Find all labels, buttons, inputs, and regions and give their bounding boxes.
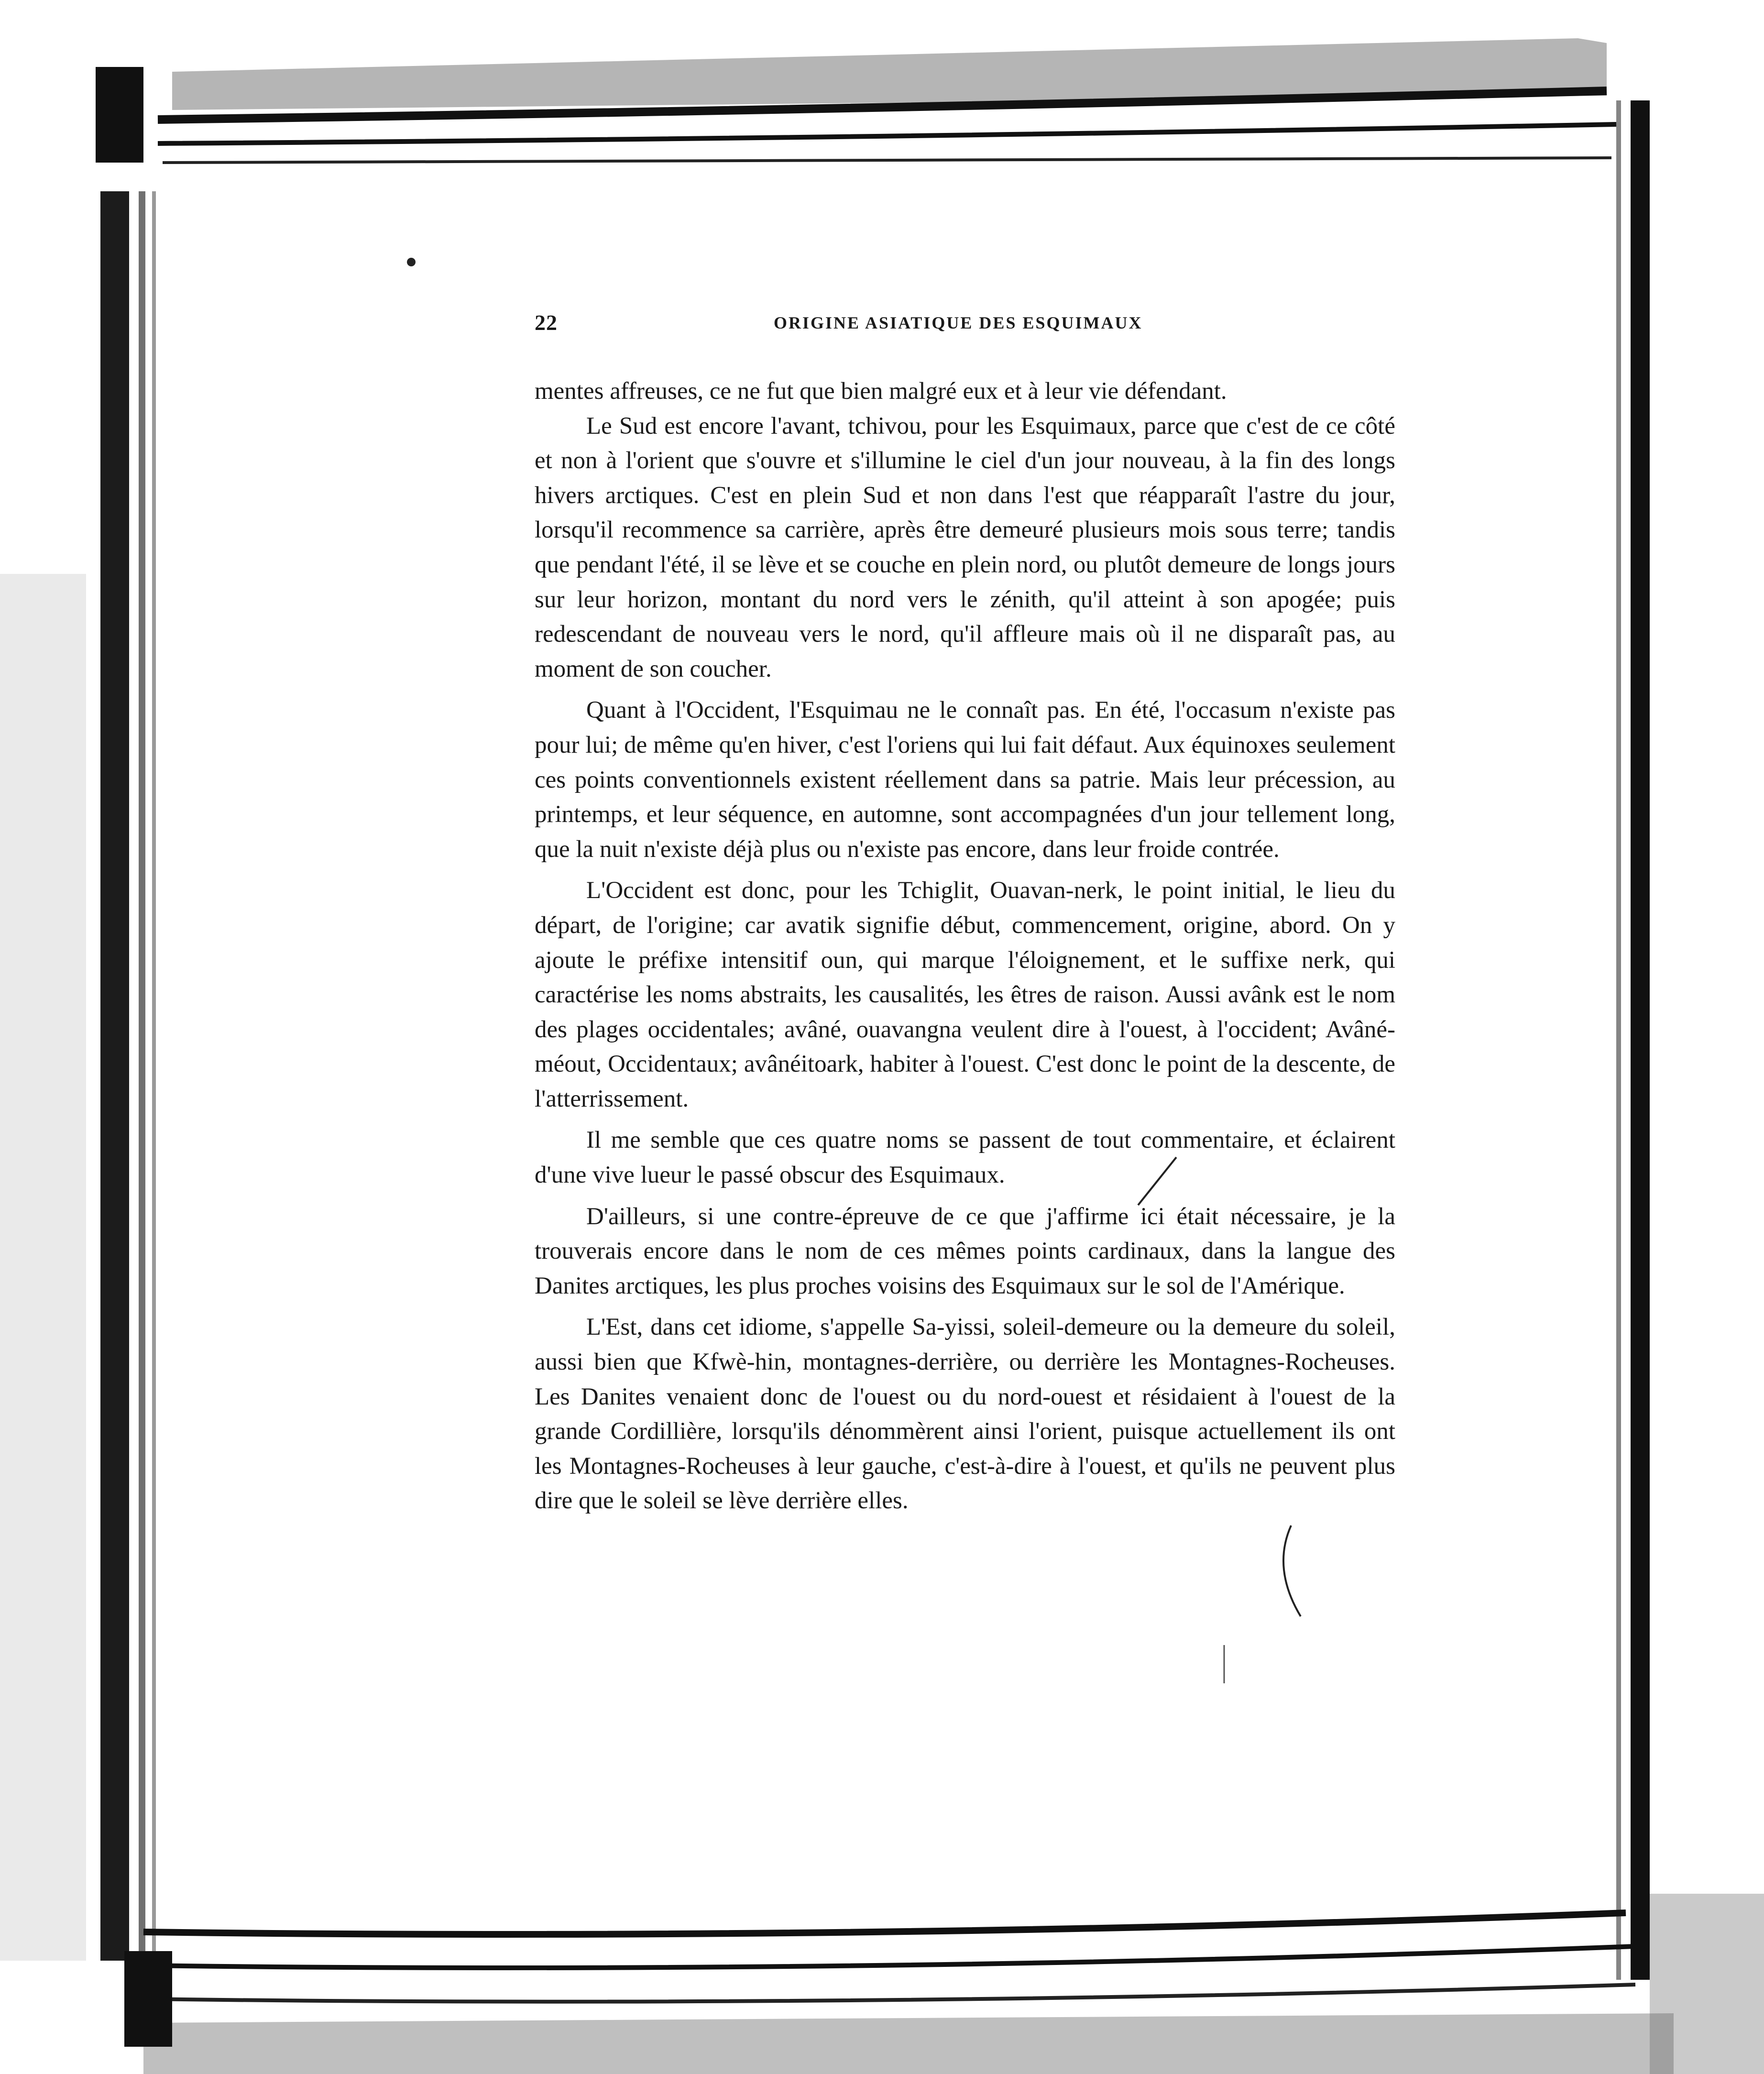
running-head	[535, 310, 1328, 343]
paragraph-2: Le Sud est encore l'avant, tchivou, pour les Esquimaux, parce que c'est de ce côté et non à l'orient que s'ouvre et s'illumine le ciel d'un jour nouveau, à la fin des longs hivers arctiques. C'est en plein Sud et non dans l'est que réapparaît l'astre du jour, lorsqu'il recommence sa carrière, après être demeuré plusieurs mois sous terre; tandis que pendant l'été, il se lève et se couche en plein nord, ou plutôt demeure de longs jours sur leur horizon, montant du nord vers le zénith, qu'il atteint à son apogée; puis redescendant de nouveau vers le nord, qu'il affleure mais où il ne disparaît pas, au moment de son coucher.	[535, 412, 1395, 682]
paragraph-3: Quant à l'Occident, l'Esquimau ne le connaît pas. En été, l'occasum n'existe pas pour lui; de même qu'en hiver, c'est l'oriens qui lui fait défaut. Aux équinoxes seulement ces points conventionnels existent réellement dans sa patrie. Mais leur précession, au printemps, et leur séquence, en automne, sont accompagnées d'un jour tellement long, que la nuit n'existe déjà plus ou n'existe pas encore, dans leur froide contrée.	[535, 697, 1395, 863]
page-number: 22	[535, 310, 558, 335]
running-title: ORIGINE ASIATIQUE DES ESQUIMAUX	[774, 313, 1143, 332]
paragraph-7: L'Est, dans cet idiome, s'appelle Sa-yissi, soleil-demeure ou la demeure du soleil, aussi bien que Kfwè-hin, montagnes-derrière, ou derrière les Montagnes-Rocheuses. Les Danites venaient donc de l'ouest ou du nord-ouest et résidaient à l'ouest de la grande Cordillière, lorsqu'ils dénommèrent ainsi l'orient, puisque actuellement ils ont les Montagnes-Rocheuses à leur gauche, c'est-à-dire à l'ouest, et qu'ils ne peuvent plus dire que le soleil se lève derrière elles.	[535, 1314, 1395, 1514]
body-text	[535, 374, 1395, 1518]
paragraph-1: mentes affreuses, ce ne fut que bien malgré eux et à leur vie défendant.	[535, 378, 1227, 405]
paragraph-4: L'Occident est donc, pour les Tchiglit, Ouavan-nerk, le point initial, le lieu du départ, de l'origine; car avatik signifie début, commencement, origine, abord. On y ajoute le préfixe intensitif oun, qui marque l'éloignement, et le suffixe nerk, qui caractérise les noms abstraits, les causalités, les êtres de raison. Aussi avânk est le nom des plages occidentales; avâné, ouavangna veulent dire à l'ouest, à l'occident; Avâné-méout, Occidentaux; avânéitoark, habiter à l'ouest. C'est donc le point de la descente, de l'atterrissement.	[535, 877, 1395, 1112]
paragraph-5: Il me semble que ces quatre noms se passent de tout commentaire, et éclairent d'une vive lueur le passé obscur des Esquimaux.	[535, 1127, 1395, 1189]
paragraph-6: D'ailleurs, si une contre-épreuve de ce que j'affirme ici était nécessaire, je la trouverais encore dans le nom de ces mêmes points cardinaux, dans la langue des Danites arctiques, les plus proches voisins des Esquimaux sur le sol de l'Amérique.	[535, 1203, 1395, 1299]
